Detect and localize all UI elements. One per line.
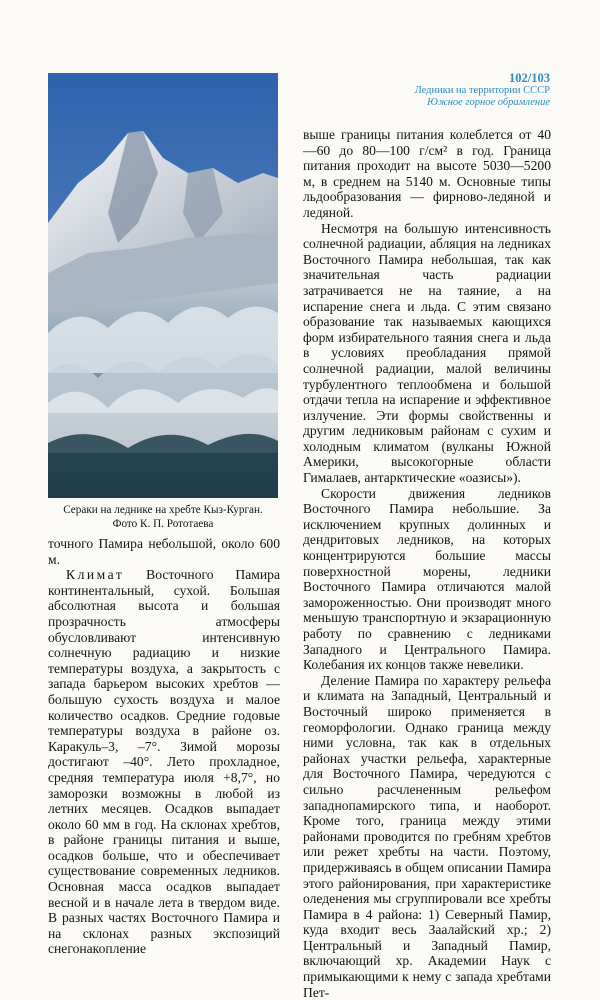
spaced-term: Климат — [66, 567, 125, 583]
paragraph-glacier-speed: Скорости движения ледников Восточного Памира небольшие. За исключением крупных долинных и дендритовых ледников, на которых концентрируются большие массы поверхностной морены, ледники Восточного Памира отличаются малой замороженностью. Они производят много меньшую транспортную и экзарационную работу по сравнению с ледниками Западного и Центрального Памира. Колебания их концов также невелики. — [303, 485, 551, 673]
paragraph-continuation: точного Памира небольшой, около 600 м. — [48, 536, 280, 567]
running-header — [415, 71, 550, 109]
glacier-photo-illustration — [48, 73, 278, 498]
header-section-title: Ледники на территории СССР — [414, 85, 550, 96]
paragraph-accumulation: выше границы питания колеблется от 40—60 до 80—100 г/см² в год. Граница питания проходит на высоте 5030—5200 м, в среднем на 5140 м. Основные типы льдообразования — фирново-ледяной и ледяной. — [303, 127, 551, 220]
page-numbers: 102/103 — [509, 71, 550, 85]
caption-description: Сераки на леднике на хребте Кыз-Курган. — [63, 504, 263, 516]
paragraph-climate — [48, 567, 280, 957]
paragraph-ablation: Несмотря на большую интенсивность солнечной радиации, абляция на ледниках Восточного Памира небольшая, так как значительная часть радиации затрачивается не на таяние, а на испарение снега и льда. С этим связано образование так называемых кающихся форм избирательного таяния снега и льда в условиях преобладания прямой солнечной радиации, малой величины турбулентного теплообмена и большой отдачи тепла на испарение и эффективное излучение. Эти формы свойственны и другим ледниковым районам с сухим и холодным климатом (вулканы Южной Америки, высокогорные области Гималаев, антарктические «оазисы»). — [303, 220, 551, 486]
glacier-photo — [48, 73, 278, 498]
header-subsection-title: Южное горное обрамление — [427, 97, 550, 108]
right-text-column — [303, 127, 551, 1000]
caption-credit: Фото К. П. Рототаева — [112, 518, 214, 530]
paragraph-pamir-division: Деление Памира по характеру рельефа и климата на Западный, Центральный и Восточный широко применяется в геоморфологии. Однако граница между ними условна, так как в отдельных районах участки рельефа, характерные для Восточного Памира, чередуются с сильно расчлененным рельефом западнопамирского типа, и наоборот. Кроме того, граница между этими районами проводится по гребням хребтов или режет хребты на части. Поэтому, придерживаясь в общем описании Памира этого районирования, при характеристике оледенения мы сгруппировали все хребты Памира в 4 района: 1) Северный Памир, куда входит весь Заалайский хр.; 2) Центральный и Западный Памир, включающий хр. Академии Наук с примыкающими к нему с запада хребтами Пет- — [303, 672, 551, 1000]
photo-caption — [48, 503, 278, 531]
left-text-column — [48, 536, 280, 957]
paragraph-climate-text: Восточного Памира континентальный, сухой. Большая абсолютная высота и большая прозрачность атмосферы обусловливают интенсивную солнечную радиацию и низкие температуры воздуха, а закрытость с запада барьером высоких хребтов — большую сухость воздуха и малое количество осадков. Средние годовые температуры воздуха в районе оз. Каракуль–3, –7°. Зимой морозы достигают –40°. Лето прохладное, средняя температура июля +8,7°, но заморозки возможны в любой из летних месяцев. Осадков выпадает около 60 мм в год. На склонах хребтов, в районе границы питания и выше, осадков больше, что и обеспечивает существование современных ледников. Основная масса осадков выпадает весной и в начале лета в твердом виде. В разных частях Восточного Памира и на склонах разных экспозиций снегонакопление — [48, 567, 280, 957]
